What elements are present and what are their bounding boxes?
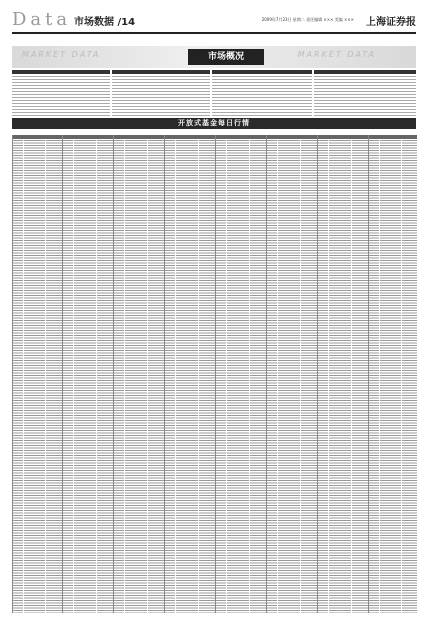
data-logo: Data: [12, 9, 72, 30]
fund-section-title: 开放式基金每日行情: [12, 118, 416, 129]
banner-decor-left: MARKET DATA: [22, 50, 101, 59]
market-overview-banner: [12, 46, 416, 68]
fund-column: [215, 135, 266, 613]
fund-quote-table: [12, 135, 416, 613]
fund-column: [164, 135, 215, 613]
market-panel-1: [12, 70, 110, 118]
panel-table: [112, 76, 210, 118]
market-panel-3: [212, 70, 312, 118]
section-title: 市场数据 /14: [74, 17, 136, 28]
fund-column: [12, 135, 62, 613]
fund-subtitle: [12, 130, 416, 134]
banner-decor-right: MARKET DATA: [297, 50, 376, 59]
paper-name: 上海证券报: [366, 17, 416, 28]
fund-column: [113, 135, 164, 613]
fund-column: [62, 135, 113, 613]
market-panel-4: [314, 70, 416, 118]
page-header: [12, 10, 416, 34]
fund-column: [368, 135, 417, 613]
fund-column: [317, 135, 368, 613]
date-line: 2009年7月23日 星期二 责任编辑 ××× 美编 ×××: [261, 17, 354, 22]
market-panel-2: [112, 70, 210, 118]
panel-table: [12, 76, 110, 118]
panel-table: [314, 76, 416, 118]
panel-table: [212, 76, 312, 118]
fund-column: [266, 135, 317, 613]
market-overview-title: 市场概况: [188, 49, 264, 65]
